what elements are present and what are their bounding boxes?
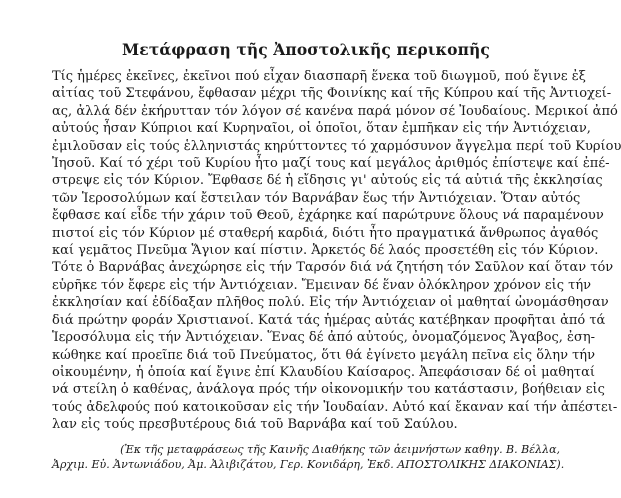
text-line: Ἱεροσόλυμα εἰς τήν Ἀντιόχειαν. Ἕνας δέ ἀπό αὐτούς, ὀνομαζόμενος Ἄγαβος, ἐση- [52,330,596,346]
text-line: οἰκουμένην, ἡ ὁποία καί ἔγινε ἐπί Κλαυδίου Καίσαρος. Ἀπεφάσισαν δέ οἱ μαθηταί [52,364,595,380]
text-line: διά πρώτην φοράν Χριστιανοί. Κατά τάς ἡμέρας αὐτάς κατέβηκαν προφῆται ἀπό τά [52,312,606,328]
text-line: αὐτούς ἦσαν Κύπριοι καί Κυρηναῖοι, οἱ ὁποῖοι, ὅταν ἐμπῆκαν εἰς τήν Ἀντιόχειαν, [52,121,591,137]
text-line: πιστοί εἰς τόν Κύριον μέ σταθερή καρδιά, διότι ἦτο πραγματικά ἄνθρωπος ἀγαθός [52,225,599,241]
text-line: Ἰησοῦ. Καί τό χέρι τοῦ Κυρίου ἦτο μαζί τους καί μεγάλος ἀριθμός ἐπίστεψε καί ἐπέ- [52,156,610,172]
translation-text [52,68,621,434]
text-line: νά στείλη ὁ καθένας, ἀνάλογα πρός τήν οἰκονομικήν του κατάστασιν, βοήθειαν εἰς [52,382,605,398]
text-line: καί γεμᾶτος Πνεῦμα Ἅγιον καί πίστιν. Ἀρκετός δέ λαός προσετέθη εἰς τόν Κύριον. [52,243,599,259]
text-line: τούς ἀδελφούς πού κατοικοῦσαν εἰς τήν Ἰουδαίαν. Αὐτό καί ἔκαναν καί τήν ἀπέστει- [52,399,618,415]
source-citation [52,442,565,472]
text-line: ἔφθασε καί εἶδε τήν χάριν τοῦ Θεοῦ, ἐχάρηκε καί παρώτρυνε ὅλους νά παραμένουν [52,208,604,224]
text-line: εὑρῆκε τόν ἔφερε εἰς τήν Ἀντιόχειαν. Ἔμειναν δέ ἕναν ὁλόκληρον χρόνον εἰς τήν [52,277,592,293]
text-line: ἐμιλοῦσαν εἰς τούς ἑλληνιστάς κηρύττοντες τό χαρμόσυνον ἄγγελμα περί τοῦ Κυρίου [52,138,621,154]
document-page [52,40,621,472]
citation-line: (Ἐκ τῆς μεταφράσεως τῆς Καινῆς Διαθήκης τῶν ἀειμνήστων καθηγ. Β. Βέλλα, [120,442,560,456]
text-line: Τίς ἡμέρες ἐκεῖνες, ἐκεῖνοι πού εἶχαν διασπαρῆ ἕνεκα τοῦ διωγμοῦ, πού ἔγινε ἐξ [52,69,586,84]
page-title: Μετάφραση τῆς Ἀποστολικῆς περικοπῆς [122,40,490,59]
text-line: ἐκκλησίαν καί ἐδίδαξαν πλῆθος πολύ. Εἰς τήν Ἀντιόχειαν οἱ μαθηταί ὠνομάσθησαν [52,295,609,311]
text-line: αἰτίας τοῦ Στεφάνου, ἔφθασαν μέχρι τῆς Φοινίκης καί τῆς Κύπρου καί τῆς Ἀντιοχεί- [52,86,612,102]
text-line: τῶν Ἱεροσολύμων καί ἔστειλαν τόν Βαρνάβαν ἕως τήν Ἀντιόχειαν. Ὅταν αὐτός [52,190,581,206]
text-line: λαν εἰς τούς πρεσβυτέρους διά τοῦ Βαρνάβα καί τοῦ Σαύλου. [52,417,458,433]
text-line: στρεψε εἰς τόν Κύριον. Ἔφθασε δέ ἡ εἴδησις γι' αὐτούς εἰς τά αὐτιά τῆς ἐκκλησίας [52,173,603,189]
text-line: κώθηκε καί προεῖπε διά τοῦ Πνεύματος, ὅτι θά ἐγίνετο μεγάλη πεῖνα εἰς ὅλην τήν [52,347,595,363]
text-line: Τότε ὁ Βαρνάβας ἀνεχώρησε εἰς τήν Ταρσόν διά νά ζητήση τόν Σαῦλον καί ὅταν τόν [52,260,614,276]
text-line: ας, ἀλλά δέν ἐκήρυτταν τόν λόγον σέ κανένα παρά μόνον σέ Ἰουδαίους. Μερικοί ἀπό [52,103,618,119]
citation-line: Ἀρχιμ. Εὐ. Ἀντωνιάδου, Ἀμ. Ἀλιβιζάτου, Γερ. Κονιδάρη, Ἐκδ. ΑΠΟΣΤΟΛΙΚΗΣ ΔΙΑΚΟΝΙΑΣ). [52,457,565,471]
